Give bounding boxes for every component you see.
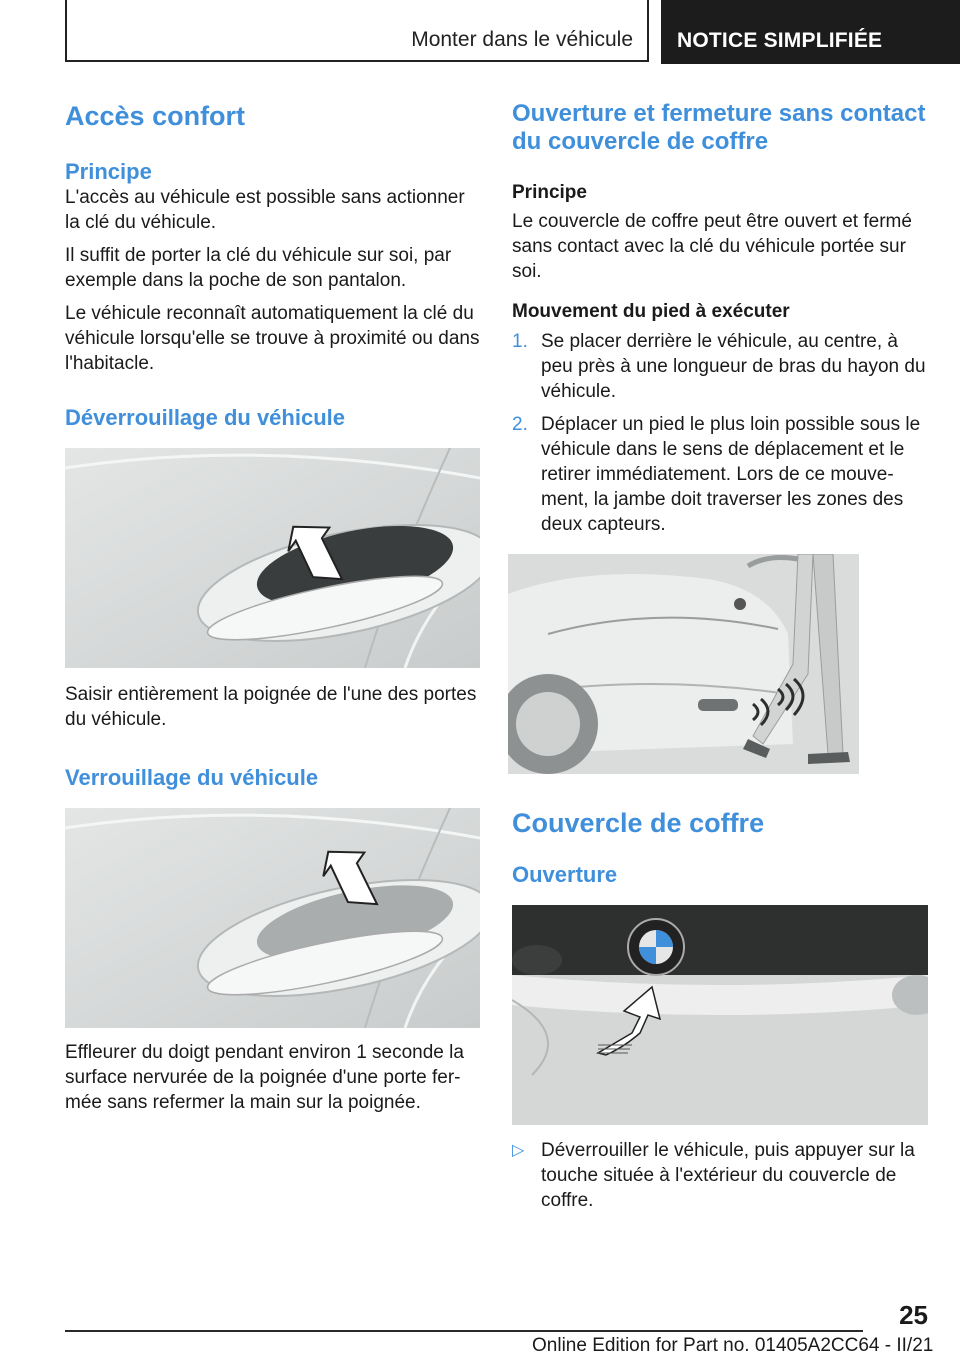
movement-steps [512,329,928,537]
principe-paragraph-3: Le véhicule reconnaît automatiquement la clé du véhicule lorsqu'elle se trouve à proximité ou dans l'habitacle. [65,303,480,374]
door-handle-unlock-image [65,448,480,668]
step-number: 2. [512,414,528,435]
lock-caption: Effleurer du doigt pendant environ 1 seconde la surface nervurée de la poignée d'une porte fermée sans refermer la main sur la poignée. [65,1042,464,1113]
header-tag: NOTICE SIMPLIFIÉE [677,29,883,52]
triangle-bullet-icon: ▷ [512,1142,525,1159]
principe-heading: Principe [65,159,152,184]
footer-divider [65,1330,863,1332]
door-handle-lock-image [65,808,480,1028]
opening-instruction-text: Déverrouiller le véhicule, puis appuyer sur la touche située à l'extérieur du couvercle de coffre. [541,1140,915,1211]
opening-heading: Ouverture [512,862,618,887]
opening-instruction [512,1138,928,1213]
header-section-box [65,0,649,62]
step-item [512,329,928,404]
comfort-access-title: Accès confort [65,101,246,131]
unlock-caption: Saisir entièrement la poignée de l'une des portes du véhicule. [65,684,477,730]
right-column [512,100,928,1213]
step-number: 1. [512,331,528,352]
trunk-lid-title: Couvercle de coffre [512,808,765,838]
footer-edition: Online Edition for Part no. 01405A2CC64 - II/21 [532,1335,934,1356]
principe-paragraph-2: Il suffit de porter la clé du véhicule sur soi, par exemple dans la poche de son pantalon. [65,245,452,291]
left-column [65,100,480,1115]
trunk-button-image [512,905,928,1125]
hands-free-trunk-title: Ouverture et fermeture sans contact du couvercle de coffre [512,100,926,155]
page-number: 25 [899,1300,928,1330]
step-text: Se placer derrière le véhicule, au centre, à peu près à une longueur de bras du hayon du véhicule. [541,331,926,402]
header-tag-box [661,0,960,64]
header-section-title: Monter dans le véhicule [411,28,633,51]
right-principe-text: Le couvercle de coffre peut être ouvert et fermé sans contact avec la clé du véhicule portée sur soi. [512,211,912,282]
foot-gesture-image [508,554,859,774]
step-text: Déplacer un pied le plus loin possible sous le véhicule dans le sens de déplacement et le retirer immédiatement. Lors de ce mouvement, la jambe doit traverser les zones des deux capteurs. [541,414,921,535]
unlock-heading: Déverrouillage du véhicule [65,405,345,430]
right-principe-heading: Principe [512,182,587,203]
principe-paragraph-1: L'accès au véhicule est possible sans actionner la clé du véhicule. [65,187,465,233]
movement-heading: Mouvement du pied à exécuter [512,301,790,322]
lock-heading: Verrouillage du véhicule [65,765,319,790]
step-item [512,412,928,537]
